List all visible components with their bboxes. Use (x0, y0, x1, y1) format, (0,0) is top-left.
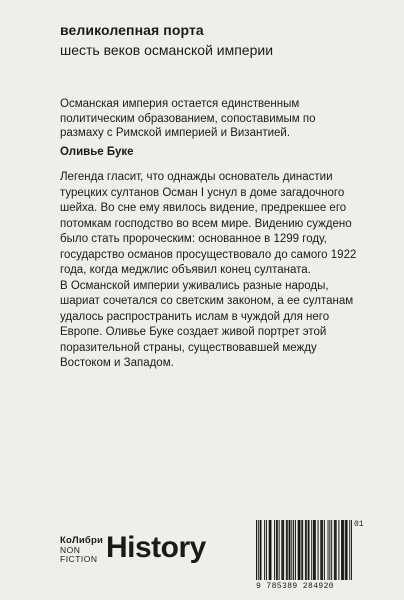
barcode-bar (343, 520, 344, 580)
barcode-bar (282, 520, 283, 580)
barcode-bar (329, 520, 330, 580)
barcode-bar (274, 520, 275, 580)
barcode-bar (305, 520, 306, 580)
barcode-bar (260, 520, 261, 580)
barcode-bar (336, 520, 337, 580)
annotation-paragraph: Легенда гласит, что однажды основатель династии турецких султанов Осман I уснул в доме загадочного шейха. Во сне ему явилось видение, предрекшее его потомкам господство во всем мире. Видению суждено было стать пророческим: основанное в 1299 году, государство османов просуществовало до самого 1922 года, когда меджлис объявил конец султаната. (60, 171, 357, 276)
barcode-bar (345, 520, 346, 580)
publisher-series-line: FICTION (60, 554, 98, 564)
barcode-bar (270, 520, 271, 580)
barcode-bar (286, 520, 287, 580)
barcode-bar (346, 520, 347, 580)
publisher-series-line: NON (60, 544, 81, 555)
barcode-bar (311, 520, 312, 580)
barcode-bar (321, 520, 322, 580)
barcode-bar (261, 520, 262, 580)
series-logo: History (106, 531, 206, 564)
barcode-bar (283, 520, 284, 580)
barcode-bar (320, 520, 321, 580)
barcode-bar (342, 520, 343, 580)
barcode-bar (308, 520, 309, 580)
barcode-bar (302, 520, 303, 580)
barcode-bar (264, 520, 265, 580)
barcode (256, 520, 366, 586)
annotation-paragraph: В Османской империи уживались разные народы, шариат сочетался со светским законом, а ее султанам удалось распространить ислам в чуждой для него Европе. Оливье Буке создает живой портрет этой поразительной страны, существовавшей между Востоком и Западом. (60, 279, 354, 369)
barcode-bar (258, 520, 259, 580)
barcode-bar (349, 520, 350, 580)
barcode-bar (279, 520, 280, 580)
barcode-bar (335, 520, 336, 580)
annotation-text (60, 170, 365, 372)
barcode-bar (313, 520, 314, 580)
barcode-bar (269, 520, 270, 580)
barcode-bar (293, 520, 294, 580)
barcode-bar (277, 520, 278, 580)
barcode-bar (266, 520, 267, 580)
barcode-bar (324, 520, 325, 580)
barcode-bar (298, 520, 299, 580)
epigraph-quote: Османская империя остается единственным политическим образованием, сопоставимым по размаху с Римской империей и Византией. (60, 98, 316, 139)
barcode-bar (338, 520, 339, 580)
barcode-bar (334, 520, 335, 580)
barcode-bar (295, 520, 296, 580)
publisher-brand: КоЛибри (60, 535, 104, 546)
barcode-bar (314, 520, 315, 580)
barcode-digits: 9 785389 284920 (256, 582, 335, 591)
barcode-bars (256, 520, 352, 580)
barcode-bar (290, 520, 291, 580)
barcode-addon: 01 (354, 520, 364, 529)
barcode-bar (351, 520, 352, 580)
barcode-bar (276, 520, 277, 580)
barcode-bar (301, 520, 302, 580)
barcode-bar (341, 520, 342, 580)
barcode-bar (291, 520, 292, 580)
quote-author: Оливье Буке (60, 146, 134, 158)
publisher-logo (60, 536, 103, 565)
barcode-bar (287, 520, 288, 580)
barcode-bar (299, 520, 300, 580)
barcode-bar (270, 520, 271, 580)
barcode-bar (299, 520, 300, 580)
barcode-bar (318, 520, 319, 580)
barcode-bar (309, 520, 310, 580)
barcode-bar (347, 520, 348, 580)
barcode-bar (281, 520, 282, 580)
barcode-bar (306, 520, 307, 580)
barcode-bar (328, 520, 329, 580)
barcode-bar (315, 520, 316, 580)
barcode-bar (331, 520, 332, 580)
book-subtitle: шесть веков османской империи (60, 42, 274, 58)
book-title: великолепная порта (60, 22, 204, 38)
barcode-bar (322, 520, 323, 580)
barcode-bar (289, 520, 290, 580)
barcode-bar (256, 520, 257, 580)
